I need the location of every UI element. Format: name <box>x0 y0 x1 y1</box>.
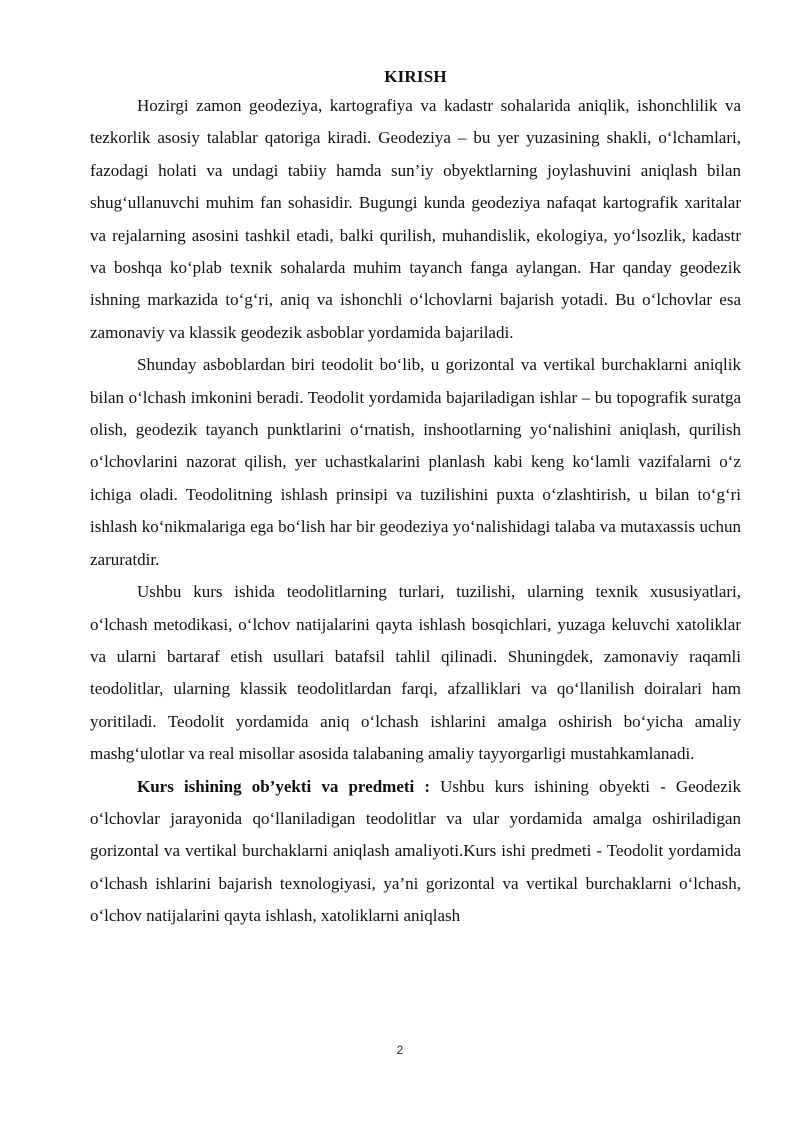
paragraph-intro <box>90 90 741 349</box>
paragraph-theodolite <box>90 349 741 576</box>
paragraph-intro-text: Hozirgi zamon geodeziya, kartografiya va kadastr sohalarida aniqlik, ishonchlilik va tezkorlik asosiy talablar qatoriga kiradi. Geodeziya – bu yer yuzasining shakli, oʻlchamlari, fazodagi holati va undagi tabiiy hamda sun’iy obyektlarning joylashuvini aniqlash bilan shugʻullanuvchi muhim fan sohasidir. Bugungi kunda geodeziya nafaqat kartografik xaritalar va rejalarning asosini tashkil etadi, balki qurilish, muhandislik, ekologiya, yoʻlsozlik, kadastr va boshqa koʻplab texnik sohalarda muhim tayanch fanga aylangan. Har qanday geodezik ishning markazida toʻgʻri, aniq va ishonchli oʻlchovlarni bajarish yotadi. Bu oʻlchovlar esa zamonaviy va klassik geodezik asboblar yordamida bajariladi. <box>90 96 741 342</box>
page-number: 2 <box>396 1043 404 1057</box>
paragraph-course-content-text: Ushbu kurs ishida teodolitlarning turlari, tuzilishi, ularning texnik xususiyatlari, oʻlchash metodikasi, oʻlchov natijalarini qayta ishlash bosqichlari, yuzaga keluvchi xatoliklar va ularni bartaraf etish usullari batafsil tahlil qilinadi. Shuningdek, zamonaviy raqamli teodolitlar, ularning klassik teodolitlardan farqi, afzalliklari va qoʻllanilish doiralari ham yoritiladi. Teodolit yordamida aniq oʻlchash ishlarini amalga oshirish boʻyicha amaliy mashgʻulotlar va real misollar asosida talabaning amaliy tayyorgarligi mustahkamlanadi. <box>90 582 741 764</box>
section-title: KIRISH <box>384 67 447 86</box>
paragraph-object-subject-lead: Kurs ishining ob’yekti va predmeti : <box>137 776 431 796</box>
paragraph-object-subject <box>90 771 741 933</box>
paragraph-course-content <box>90 576 741 770</box>
paragraph-object-subject-text: Ushbu kurs ishining obyekti - Geodezik oʻlchovlar jarayonida qoʻllaniladigan teodolitlar va ular yordamida amalga oshiriladigan gorizontal va vertikal burchaklarni aniqlash amaliyoti.Kurs ishi predmeti - Teodolit yordamida oʻlchash ishlarini bajarish texnologiyasi, ya’ni gorizontal va vertikal burchaklarni oʻlchash, oʻlchov natijalarini qayta ishlash, xatoliklarni aniqlash <box>90 776 741 926</box>
paragraph-theodolite-text: Shunday asboblardan biri teodolit boʻlib, u gorizontal va vertikal burchaklarni aniqlik bilan oʻlchash imkonini beradi. Teodolit yordamida bajariladigan ishlar – bu topografik suratga olish, geodezik tayanch punktlarini oʻrnatish, inshootlarning yoʻnalishini aniqlash, qurilish oʻlchovlarini nazorat qilish, yer uchastkalarini planlash kabi keng koʻlamli vazifalarni oʻz ichiga oladi. Teodolitning ishlash prinsipi va tuzilishini puxta oʻzlashtirish, u bilan toʻgʻri ishlash koʻnikmalariga ega boʻlish har bir geodeziya yoʻnalishidagi talaba va mutaxassis uchun zaruratdir. <box>90 355 741 569</box>
page-content <box>90 64 741 933</box>
